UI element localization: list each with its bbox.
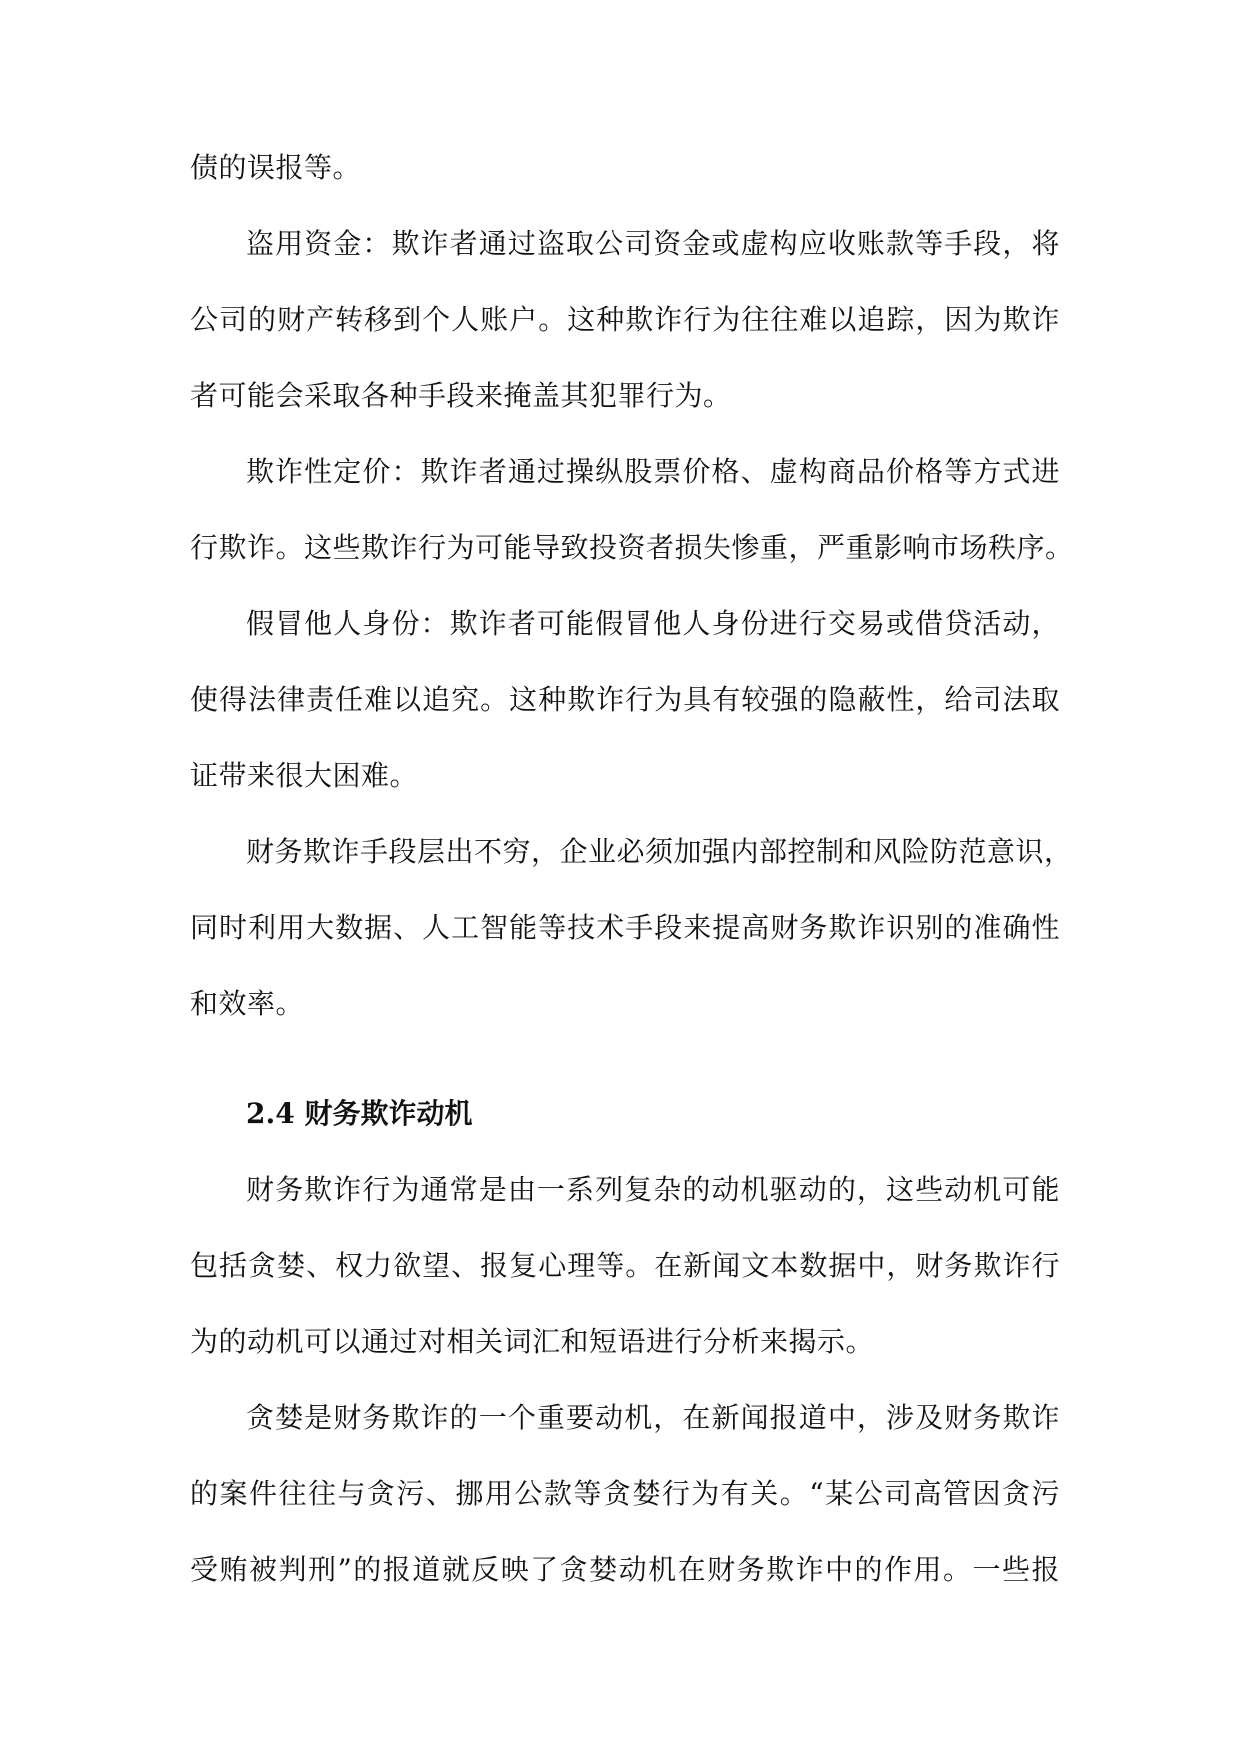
text-line: 行欺诈。这些欺诈行为可能导致投资者损失惨重，严重影响市场秩序。 <box>190 531 1074 564</box>
text-line: 和效率。 <box>190 987 305 1020</box>
text-line: 财务欺诈行为通常是由一系列复杂的动机驱动的，这些动机可能 <box>246 1173 1060 1206</box>
text-line: 受贿被判刑”的报道就反映了贪婪动机在财务欺诈中的作用。一些报 <box>190 1553 1060 1586</box>
text-line: 盗用资金：欺诈者通过盗取公司资金或虚构应收账款等手段，将 <box>246 227 1060 260</box>
text-line: 欺诈性定价：欺诈者通过操纵股票价格、虚构商品价格等方式进 <box>246 455 1060 488</box>
text-line: 财务欺诈手段层出不穷，企业必须加强内部控制和风险防范意识， <box>246 835 1073 868</box>
text-line: 贪婪是财务欺诈的一个重要动机，在新闻报道中，涉及财务欺诈 <box>246 1401 1060 1434</box>
text-line: 证带来很大困难。 <box>190 759 419 792</box>
section-heading: 2.4 财务欺诈动机 <box>246 1097 473 1130</box>
text-line: 使得法律责任难以追究。这种欺诈行为具有较强的隐蔽性，给司法取 <box>190 683 1060 716</box>
text-line: 的案件往往与贪污、挪用公款等贪婪行为有关。“某公司高管因贪污 <box>190 1477 1060 1510</box>
text-line: 为的动机可以通过对相关词汇和短语进行分析来揭示。 <box>190 1325 875 1358</box>
text-line: 包括贪婪、权力欲望、报复心理等。在新闻文本数据中，财务欺诈行 <box>190 1249 1060 1282</box>
text-line: 同时利用大数据、人工智能等技术手段来提高财务欺诈识别的准确性 <box>190 911 1060 944</box>
text-line: 者可能会采取各种手段来掩盖其犯罪行为。 <box>190 379 732 412</box>
text-line: 债的误报等。 <box>190 151 362 184</box>
text-line: 假冒他人身份：欺诈者可能假冒他人身份进行交易或借贷活动， <box>246 607 1060 640</box>
text-line: 公司的财产转移到个人账户。这种欺诈行为往往难以追踪，因为欺诈 <box>190 303 1060 336</box>
